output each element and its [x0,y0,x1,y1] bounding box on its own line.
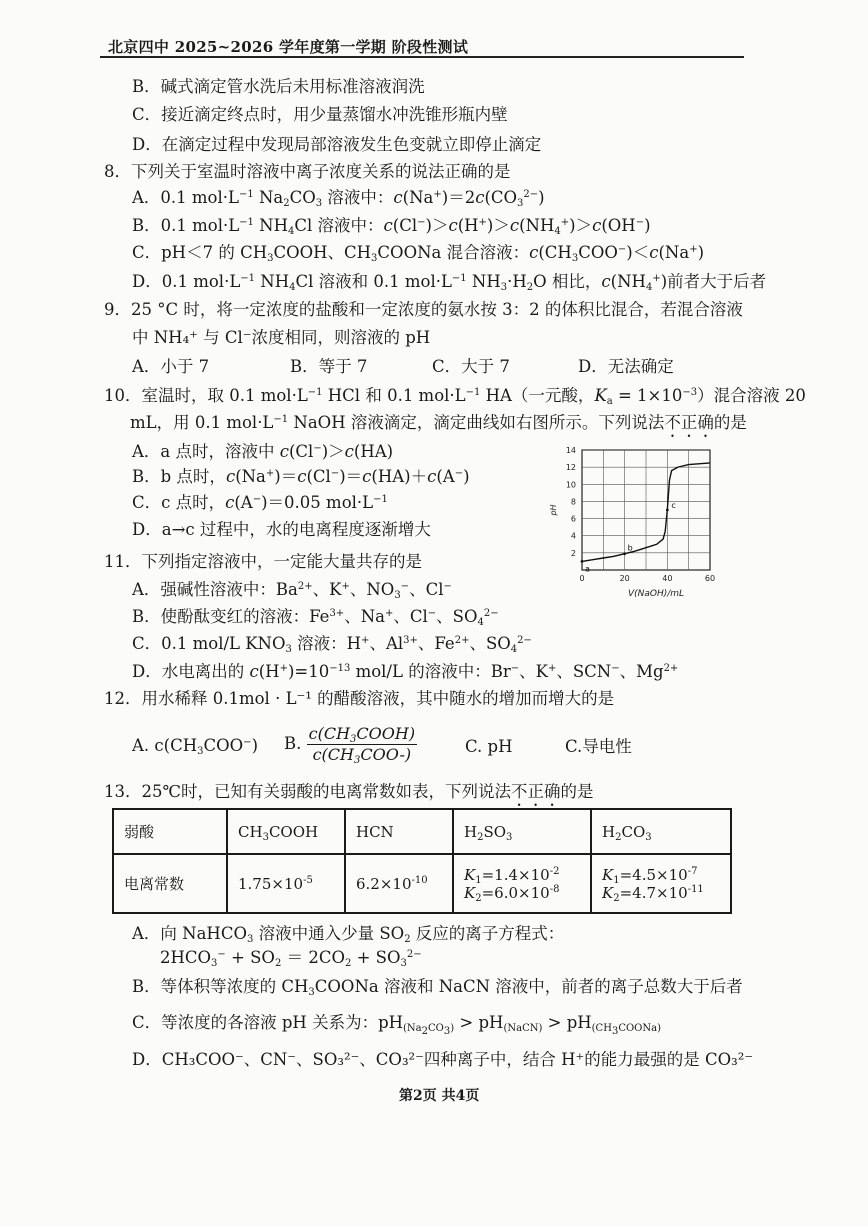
y-axis-label: pH [549,504,558,516]
q9-stem-line1: 9．25 °C 时，将一定浓度的盐酸和一定浓度的氨水按 3：2 的体积比混合，若混合溶液 [104,300,743,319]
q8-option-b: B．0.1 $mol\cdot L^{-1}$ $NH_4Cl$ 溶液中：$c(Cl^-)>c(H^+)>c(NH_4^+)>c(OH^-)$ [132,216,651,237]
q8-stem: 8．下列关于室温时溶液中离子浓度关系的说法正确的是 [104,162,511,181]
table-cell: $K_1=4.5\times 10^{-7}$ $K_2=4.7\times 10^{-11}$ [591,854,731,913]
q13-option-d: D．CH₃COO⁻、CN⁻、SO₃²⁻、CO₃²⁻四种离子中，结合 H⁺的能力最强的是 CO₃²⁻ [132,1050,754,1069]
table-row [113,854,731,913]
q9-stem-line2: 中 NH₄⁺ 与 Cl⁻浓度相同，则溶液的 pH [132,328,431,347]
q10-option-c: C．c 点时，c(A−)＝0.05 $mol\cdot L^{-1}$ [132,493,388,512]
header-divider [100,56,744,58]
x-tick-label: 0 [579,574,585,583]
q13-option-b: B．等体积等浓度的 $CH_3COONa$ 溶液和 NaCN 溶液中，前者的离子总数大于后者 [132,977,743,998]
header-title: 北京四中 2025~2026 学年度第一学期 阶段性测试 [108,38,469,56]
point-label-c: c [671,501,676,510]
q11-option-d: D．水电离出的 $c(H^+)=10^{-13}$ mol/L 的溶液中：Br−、K+、SCN−、$Mg^{2+}$ [132,662,679,681]
q13-option-c: C．等浓度的各溶液 pH 关系为：$pH_{(Na_2CO_3)} > pH_{(NaCN)} > pH_{(CH_3COONa)}$ [132,1013,661,1037]
q10-stem-line1: 10．室温时，取 0.1 $mol\cdot L^{-1}$ HCl 和 0.1 $mol\cdot L^{-1}$ HA（一元酸，$K_a = 1\times 10^{-3}$）混合溶液 20 [104,386,806,407]
q12-fraction: $\frac{c(CH_3COOH)}{c(CH_3COO-)}$ [308,724,416,766]
q11-option-c: C．0.1 mol/L $KNO_3$ 溶液：H+、$Al^{3+}$、$Fe^{2+}$、$SO_4^{2-}$ [132,634,532,655]
point-label-b: b [627,543,633,553]
q11-option-b: B．使酚酞变红的溶液：$Fe^{3+}$、Na+、Cl−、$SO_4^{2-}$ [132,607,499,628]
table-cell: $H_2CO_3$ [591,809,731,854]
q9-option-b: B．等于 7 [290,357,368,376]
table-row [113,809,731,854]
table-cell: $H_2SO_3$ [453,809,591,854]
q12-option-d: C.导电性 [565,737,632,756]
q9-option-c: C．大于 7 [432,357,510,376]
point-a [581,560,584,563]
q13-option-a-line1: A．向 NaHCO$_3$ 溶液中通入少量 $SO_2$ 反应的离子方程式： [132,924,565,945]
y-tick-label: 10 [565,480,576,490]
x-tick-label: 20 [619,574,630,583]
table-cell: $CH_3COOH$ [227,809,345,854]
x-tick-label: 40 [662,574,673,583]
q8-option-d: D．0.1 $mol\cdot L^{-1}$ $NH_4Cl$ 溶液和 0.1 $mol\cdot L^{-1}$ $NH_3\cdot H_2O$ 相比，$c(NH_4^+)$前者大于后者 [132,272,767,293]
q9-option-d: D．无法确定 [578,357,674,376]
y-tick-label: 6 [570,514,576,524]
table-cell: $6.2\times 10^{-10}$ [345,854,453,913]
ionization-constants-table [112,808,732,914]
table-cell: HCN [345,809,453,854]
point-c [666,509,669,512]
y-tick-label: 4 [570,531,576,541]
q7-option-c: C．接近滴定终点时，用少量蒸馏水冲洗锥形瓶内壁 [132,105,508,124]
q13-option-a-equation: $2HCO_3^- + SO_2 = 2CO_2 + SO_3^{2-}$ [160,948,422,969]
table-cell: $K_1=1.4\times 10^{-2}$ $K_2=6.0\times 10^{-8}$ [453,854,591,913]
y-tick-label: 12 [565,463,576,473]
q12-option-b: B. $\frac{c(CH_3COOH)}{c(CH_3COO-)}$ [284,724,416,766]
q11-option-a: A．强碱性溶液中：$Ba^{2+}$、K+、$NO_3^-$、Cl− [132,580,452,601]
q9-option-a: A．小于 7 [132,357,210,376]
q7-option-d: D．在滴定过程中发现局部溶液发生色变就立即停止滴定 [132,135,542,154]
x-tick-label: 60 [704,574,716,583]
q12-option-a: A. $c(CH_3COO^-)$ [132,736,258,757]
q8-option-a: A．0.1 $mol\cdot L^{-1}$ $Na_2CO_3$ 溶液中：$c(Na^+)=2c(CO_3^{2-})$ [132,188,545,209]
q10-stem-line2: mL，用 0.1 $mol\cdot L^{-1}$ NaOH 溶液滴定，滴定曲线如右图所示。下列说法不正确的是 [130,413,747,432]
x-axis-label: V(NaOH)/mL [627,589,685,599]
y-tick-label: 2 [570,548,576,558]
table-cell: 弱酸 [113,809,227,854]
q10-option-d: D．a→c 过程中，水的电离程度逐渐增大 [132,520,431,539]
titration-curve-chart [540,440,740,612]
q8-option-c: C．pH＜7 的 $CH_3COOH$、$CH_3COONa$ 混合溶液：$c(CH_3COO^-)<c(Na^+)$ [132,243,705,264]
point-b [623,552,626,555]
q13-option-c-label: C．等浓度的各溶液 pH 关系为： [132,1013,379,1032]
q12-option-c: C. pH [465,737,513,756]
q10-option-a: A．a 点时，溶液中 c(Cl−)＞c(HA) [132,442,394,461]
y-tick-label: 14 [565,446,576,455]
y-tick-label: 8 [570,497,576,507]
q13-stem: 13．25℃时，已知有关弱酸的电离常数如表，下列说法不正确的是 [104,782,594,801]
q12-stem: 12．用水稀释 0.1mol · L⁻¹ 的醋酸溶液，其中随水的增加而增大的是 [104,689,615,708]
q11-stem: 11．下列指定溶液中，一定能大量共存的是 [104,552,422,571]
table-cell: $1.75\times 10^{-5}$ [227,854,345,913]
q10-option-b: B．b 点时，c(Na+)＝c(Cl−)＝c(HA)＋c(A−) [132,467,470,486]
page-footer: 第2页 共4页 [399,1088,480,1104]
q7-option-b: B．碱式滴定管水洗后未用标准溶液润洗 [132,77,425,96]
point-label-a: a [585,564,590,574]
table-cell: 电离常数 [113,854,227,913]
